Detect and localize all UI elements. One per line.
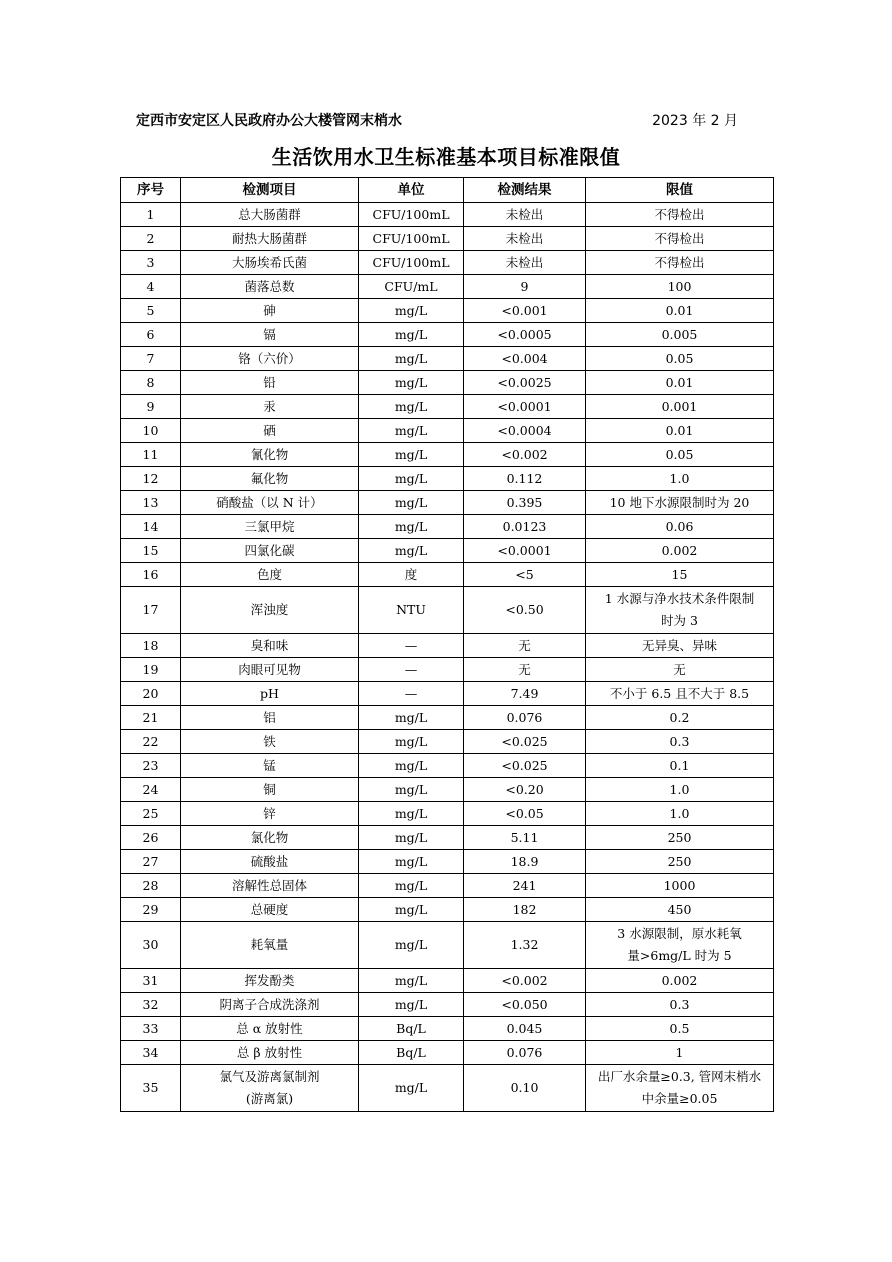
cell-limit: 1.0 (586, 802, 774, 826)
cell-result: <0.002 (464, 969, 586, 993)
cell-unit: mg/L (359, 323, 464, 347)
cell-unit: mg/L (359, 850, 464, 874)
cell-limit: 不小于 6.5 且不大于 8.5 (586, 682, 774, 706)
document-header (136, 110, 738, 130)
column-header-limit: 限值 (586, 178, 774, 203)
cell-result: <0.05 (464, 802, 586, 826)
cell-unit: — (359, 682, 464, 706)
cell-unit: CFU/100mL (359, 251, 464, 275)
cell-no: 6 (121, 323, 181, 347)
cell-limit: 1000 (586, 874, 774, 898)
cell-item: 氯化物 (181, 826, 359, 850)
cell-item-line: (游离氯) (245, 1091, 294, 1106)
table-row (121, 730, 774, 754)
cell-no: 11 (121, 443, 181, 467)
cell-unit: CFU/100mL (359, 203, 464, 227)
cell-result: 9 (464, 275, 586, 299)
cell-unit: mg/L (359, 299, 464, 323)
cell-unit: mg/L (359, 922, 464, 969)
cell-limit: 0.002 (586, 969, 774, 993)
cell-no: 27 (121, 850, 181, 874)
cell-unit: mg/L (359, 969, 464, 993)
cell-no: 9 (121, 395, 181, 419)
table-row (121, 275, 774, 299)
cell-result: 未检出 (464, 251, 586, 275)
cell-item: 锌 (181, 802, 359, 826)
cell-limit-line: 量>6mg/L 时为 5 (627, 948, 732, 963)
cell-result: 无 (464, 658, 586, 682)
cell-limit-line: 1 水源与净水技术条件限制 (604, 591, 755, 606)
table-row (121, 802, 774, 826)
cell-item: 砷 (181, 299, 359, 323)
cell-limit: 0.05 (586, 347, 774, 371)
table-row (121, 299, 774, 323)
column-header-unit: 单位 (359, 178, 464, 203)
cell-item: 大肠埃希氏菌 (181, 251, 359, 275)
table-row (121, 395, 774, 419)
cell-no: 18 (121, 634, 181, 658)
cell-unit: — (359, 658, 464, 682)
cell-item: 肉眼可见物 (181, 658, 359, 682)
cell-limit: 0.01 (586, 299, 774, 323)
cell-limit: 100 (586, 275, 774, 299)
table-body (121, 203, 774, 1112)
cell-item: 铁 (181, 730, 359, 754)
cell-unit: mg/L (359, 754, 464, 778)
cell-item: 耗氧量 (181, 922, 359, 969)
cell-item: 总 β 放射性 (181, 1041, 359, 1065)
cell-item: 铜 (181, 778, 359, 802)
cell-limit: 不得检出 (586, 203, 774, 227)
cell-limit-line: 3 水源限制，原水耗氧 (617, 926, 742, 941)
cell-limit (586, 587, 774, 634)
cell-result: 7.49 (464, 682, 586, 706)
table-row (121, 993, 774, 1017)
table-row (121, 563, 774, 587)
cell-limit: 0.002 (586, 539, 774, 563)
table-row (121, 323, 774, 347)
table-row (121, 227, 774, 251)
cell-no: 5 (121, 299, 181, 323)
cell-result: 0.0123 (464, 515, 586, 539)
cell-item: 镉 (181, 323, 359, 347)
cell-item: 氰化物 (181, 443, 359, 467)
cell-no: 20 (121, 682, 181, 706)
table-row (121, 587, 774, 634)
cell-limit-line: 中余量≥0.05 (641, 1091, 718, 1106)
cell-unit: mg/L (359, 826, 464, 850)
table-row (121, 850, 774, 874)
cell-no: 12 (121, 467, 181, 491)
table-row (121, 682, 774, 706)
cell-unit: mg/L (359, 706, 464, 730)
cell-result: 0.076 (464, 706, 586, 730)
cell-limit: 0.06 (586, 515, 774, 539)
cell-unit: mg/L (359, 467, 464, 491)
table-row (121, 658, 774, 682)
cell-no: 4 (121, 275, 181, 299)
cell-no: 10 (121, 419, 181, 443)
cell-item: 溶解性总固体 (181, 874, 359, 898)
cell-result: <0.0001 (464, 539, 586, 563)
cell-item: 菌落总数 (181, 275, 359, 299)
cell-item: 三氯甲烷 (181, 515, 359, 539)
cell-limit: 不得检出 (586, 251, 774, 275)
cell-result: 18.9 (464, 850, 586, 874)
cell-unit: mg/L (359, 1065, 464, 1112)
cell-limit: 15 (586, 563, 774, 587)
cell-limit: 0.05 (586, 443, 774, 467)
cell-result: 0.076 (464, 1041, 586, 1065)
cell-result: <0.0005 (464, 323, 586, 347)
cell-no: 17 (121, 587, 181, 634)
cell-item: 锰 (181, 754, 359, 778)
cell-item: 汞 (181, 395, 359, 419)
cell-limit (586, 1065, 774, 1112)
cell-item (181, 1065, 359, 1112)
cell-unit: mg/L (359, 874, 464, 898)
cell-no: 1 (121, 203, 181, 227)
table-row (121, 969, 774, 993)
standards-table (120, 177, 774, 1112)
cell-item: 硒 (181, 419, 359, 443)
table-row (121, 515, 774, 539)
cell-item: 四氯化碳 (181, 539, 359, 563)
cell-result: 5.11 (464, 826, 586, 850)
table-row (121, 491, 774, 515)
cell-unit: mg/L (359, 419, 464, 443)
column-header-no: 序号 (121, 178, 181, 203)
cell-result: 0.10 (464, 1065, 586, 1112)
cell-result: 无 (464, 634, 586, 658)
table-row (121, 539, 774, 563)
cell-no: 28 (121, 874, 181, 898)
cell-item: 浑浊度 (181, 587, 359, 634)
page-title: 生活饮用水卫生标准基本项目标准限值 (271, 145, 621, 169)
cell-unit: 度 (359, 563, 464, 587)
cell-unit: Bq/L (359, 1017, 464, 1041)
cell-result: <0.20 (464, 778, 586, 802)
cell-no: 7 (121, 347, 181, 371)
cell-item: 色度 (181, 563, 359, 587)
cell-no: 14 (121, 515, 181, 539)
cell-result: 未检出 (464, 203, 586, 227)
cell-unit: mg/L (359, 898, 464, 922)
cell-result: <5 (464, 563, 586, 587)
cell-no: 19 (121, 658, 181, 682)
cell-unit: Bq/L (359, 1041, 464, 1065)
cell-unit: — (359, 634, 464, 658)
cell-limit: 250 (586, 850, 774, 874)
cell-no: 34 (121, 1041, 181, 1065)
table-row (121, 467, 774, 491)
cell-no: 32 (121, 993, 181, 1017)
cell-item: 臭和味 (181, 634, 359, 658)
table-row (121, 347, 774, 371)
cell-item: 总大肠菌群 (181, 203, 359, 227)
cell-result: <0.0001 (464, 395, 586, 419)
cell-item: 硫酸盐 (181, 850, 359, 874)
cell-result: <0.002 (464, 443, 586, 467)
cell-result: 未检出 (464, 227, 586, 251)
cell-limit: 0.3 (586, 993, 774, 1017)
cell-limit: 450 (586, 898, 774, 922)
cell-item: 氟化物 (181, 467, 359, 491)
cell-unit: mg/L (359, 395, 464, 419)
column-header-result: 检测结果 (464, 178, 586, 203)
column-header-item: 检测项目 (181, 178, 359, 203)
cell-limit: 0.005 (586, 323, 774, 347)
cell-item: 阴离子合成洗涤剂 (181, 993, 359, 1017)
cell-unit: mg/L (359, 491, 464, 515)
cell-item: pH (181, 682, 359, 706)
cell-result: <0.0004 (464, 419, 586, 443)
cell-no: 13 (121, 491, 181, 515)
cell-item: 铅 (181, 371, 359, 395)
cell-unit: mg/L (359, 802, 464, 826)
cell-limit: 无 (586, 658, 774, 682)
table-row (121, 874, 774, 898)
cell-unit: mg/L (359, 371, 464, 395)
cell-no: 2 (121, 227, 181, 251)
cell-no: 21 (121, 706, 181, 730)
cell-limit: 1.0 (586, 778, 774, 802)
table-row (121, 898, 774, 922)
cell-no: 31 (121, 969, 181, 993)
cell-no: 22 (121, 730, 181, 754)
cell-result: 0.045 (464, 1017, 586, 1041)
table-row (121, 706, 774, 730)
cell-no: 15 (121, 539, 181, 563)
cell-result: 0.112 (464, 467, 586, 491)
cell-limit: 0.3 (586, 730, 774, 754)
cell-result: <0.025 (464, 754, 586, 778)
cell-result: <0.0025 (464, 371, 586, 395)
cell-unit: NTU (359, 587, 464, 634)
cell-result: 182 (464, 898, 586, 922)
cell-item: 总硬度 (181, 898, 359, 922)
cell-limit: 0.01 (586, 371, 774, 395)
cell-unit: mg/L (359, 730, 464, 754)
cell-result: 0.395 (464, 491, 586, 515)
cell-no: 26 (121, 826, 181, 850)
table-row (121, 778, 774, 802)
cell-limit: 不得检出 (586, 227, 774, 251)
cell-no: 33 (121, 1017, 181, 1041)
cell-unit: mg/L (359, 443, 464, 467)
cell-unit: mg/L (359, 778, 464, 802)
cell-limit: 0.01 (586, 419, 774, 443)
cell-result: <0.50 (464, 587, 586, 634)
table-row (121, 922, 774, 969)
cell-unit: mg/L (359, 347, 464, 371)
cell-unit: mg/L (359, 515, 464, 539)
cell-item: 挥发酚类 (181, 969, 359, 993)
cell-limit-line: 时为 3 (661, 613, 698, 628)
table-row (121, 251, 774, 275)
cell-result: 241 (464, 874, 586, 898)
cell-result: <0.001 (464, 299, 586, 323)
table-row (121, 443, 774, 467)
cell-unit: CFU/100mL (359, 227, 464, 251)
cell-no: 8 (121, 371, 181, 395)
cell-no: 23 (121, 754, 181, 778)
cell-item: 铝 (181, 706, 359, 730)
cell-no: 29 (121, 898, 181, 922)
cell-item: 总 α 放射性 (181, 1017, 359, 1041)
cell-no: 24 (121, 778, 181, 802)
cell-no: 25 (121, 802, 181, 826)
cell-item: 铬（六价） (181, 347, 359, 371)
cell-limit: 无异臭、异味 (586, 634, 774, 658)
cell-limit: 0.1 (586, 754, 774, 778)
cell-item: 耐热大肠菌群 (181, 227, 359, 251)
report-date: 2023 年 2 月 (652, 113, 738, 129)
table-row (121, 419, 774, 443)
cell-limit: 0.001 (586, 395, 774, 419)
cell-item-line: 氯气及游离氯制剂 (219, 1069, 320, 1084)
cell-result: <0.025 (464, 730, 586, 754)
cell-limit: 250 (586, 826, 774, 850)
table-row (121, 634, 774, 658)
sample-location: 定西市安定区人民政府办公大楼管网末梢水 (136, 113, 402, 129)
table-row (121, 1065, 774, 1112)
cell-limit: 1.0 (586, 467, 774, 491)
cell-result: <0.050 (464, 993, 586, 1017)
cell-limit: 1 (586, 1041, 774, 1065)
table-row (121, 203, 774, 227)
table-row (121, 754, 774, 778)
cell-result: <0.004 (464, 347, 586, 371)
cell-limit: 0.5 (586, 1017, 774, 1041)
table-header-row (121, 178, 774, 203)
cell-limit: 0.2 (586, 706, 774, 730)
cell-limit (586, 922, 774, 969)
cell-no: 16 (121, 563, 181, 587)
cell-unit: mg/L (359, 993, 464, 1017)
table-row (121, 1017, 774, 1041)
table-row (121, 371, 774, 395)
cell-unit: mg/L (359, 539, 464, 563)
cell-no: 35 (121, 1065, 181, 1112)
table-row (121, 1041, 774, 1065)
table-row (121, 826, 774, 850)
cell-no: 30 (121, 922, 181, 969)
cell-item: 硝酸盐（以 N 计） (181, 491, 359, 515)
cell-result: 1.32 (464, 922, 586, 969)
cell-unit: CFU/mL (359, 275, 464, 299)
cell-limit: 10 地下水源限制时为 20 (586, 491, 774, 515)
cell-no: 3 (121, 251, 181, 275)
cell-limit-line: 出厂水余量≥0.3, 管网末梢水 (597, 1069, 762, 1084)
